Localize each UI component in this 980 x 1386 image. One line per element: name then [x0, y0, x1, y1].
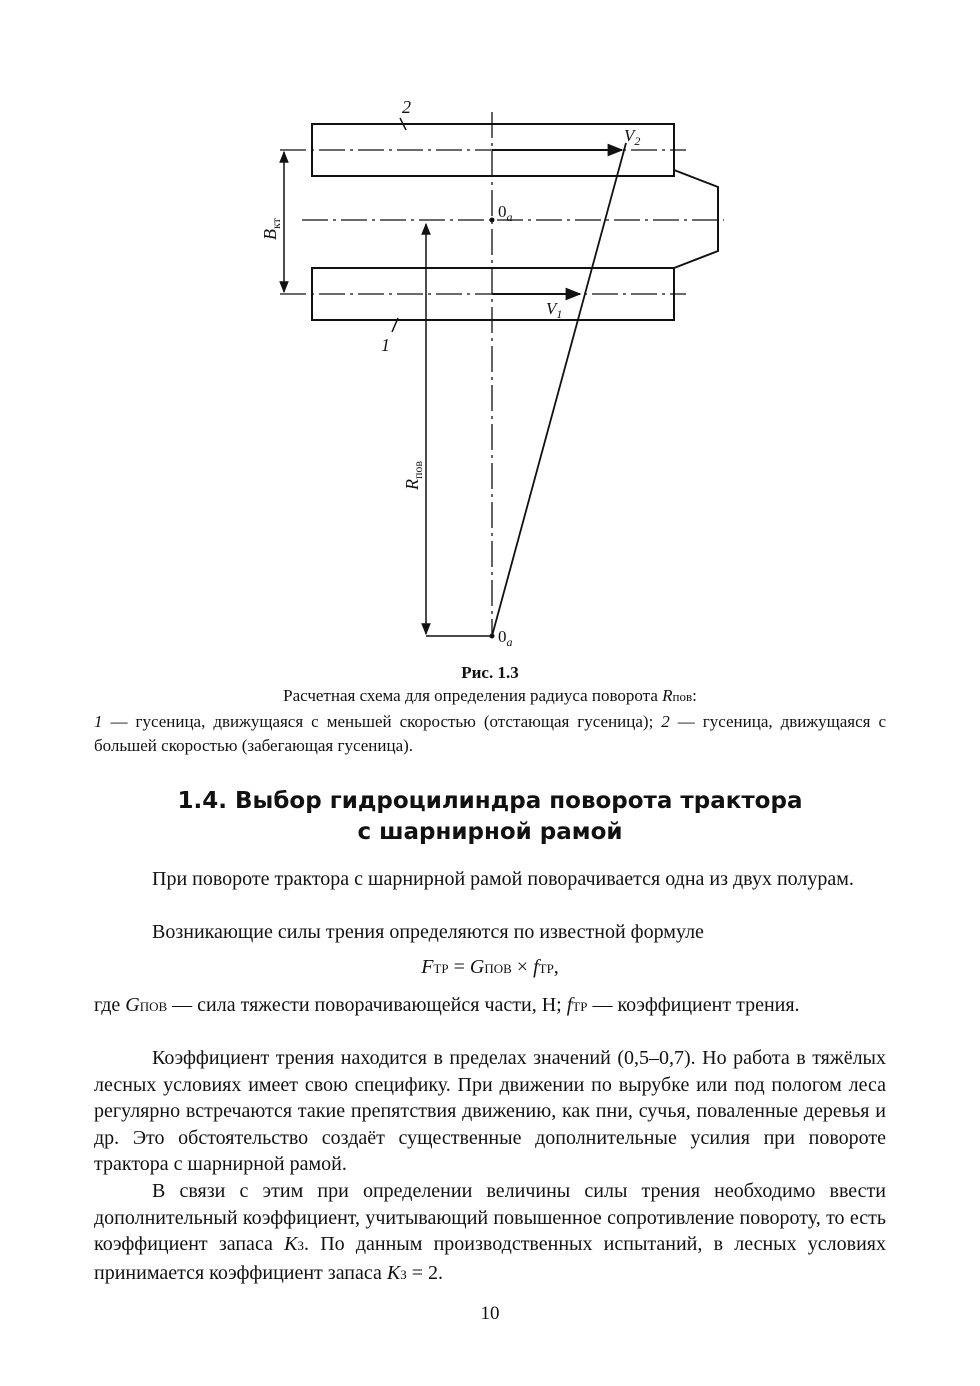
figure-caption-legend: 1 — гусеница, движущаяся с меньшей скоростью (отстающая гусеница); 2 — гусеница, движущаяся с большей скоростью (забегающая гусеница). — [94, 712, 887, 755]
label-v2: $V_2$ — [624, 126, 641, 148]
turn-radius-diagram — [0, 0, 980, 660]
section-heading — [0, 786, 980, 848]
label-v1: $V_1$ — [546, 299, 563, 321]
center-top-point — [490, 218, 495, 223]
paragraph-2: Возникающие силы трения определяются по известной формуле — [152, 921, 704, 943]
label-center-top: $0_a$ — [498, 202, 513, 224]
section-title-line2: с шарнирной рамой — [357, 819, 623, 845]
paragraph-1: При повороте трактора с шарнирной рамой поворачивается одна из двух полурам. — [152, 868, 854, 890]
section-number: 1.4. — [177, 788, 228, 814]
paragraph-4: Коэффициент трения находится в пределах значений (0,5–0,7). Но работа в тяжёлых лесных условиях имеет свою специфику. При движении по вырубке или под пологом леса регулярно встречаются такие препятствия движению, как пни, сучья, поваленные деревья и др. Это обстоятельство создаёт существенные дополнительные усилия при повороте трактора с шарнирной рамой. — [94, 1047, 886, 1175]
section-title-line1: Выбор гидроцилиндра поворота трактора — [235, 788, 803, 814]
label-rpov: $R_{пов}$ — [402, 460, 425, 490]
front-frame — [674, 170, 718, 268]
figure-caption-title: Рис. 1.3 — [461, 663, 519, 682]
figure-caption-line: Расчетная схема для определения радиуса поворота Rпов: — [283, 686, 697, 705]
label-track-1: 1 — [381, 335, 390, 355]
friction-formula: FТР = GПОВ × fТР, — [421, 956, 559, 978]
label-center-bottom: $0_a$ — [498, 627, 513, 649]
page-number: 10 — [480, 1303, 500, 1324]
center-bottom-point — [490, 634, 495, 639]
paragraph-5: В связи с этим при определении величины силы трения необходимо ввести дополнительный коэффициент, учитывающий повышенное сопротивление повороту, то есть коэффициент запаса KЗ. По данным производственных испытаний, в лесных условиях принимается коэффициент запаса KЗ = 2. — [94, 1180, 886, 1284]
label-track-2: 2 — [402, 97, 411, 117]
label-bkt: $B_{кт}$ — [260, 218, 283, 240]
paragraph-3: где GПОВ — сила тяжести поворачивающейся части, Н; fТР — коэффициент трения. — [94, 994, 800, 1016]
